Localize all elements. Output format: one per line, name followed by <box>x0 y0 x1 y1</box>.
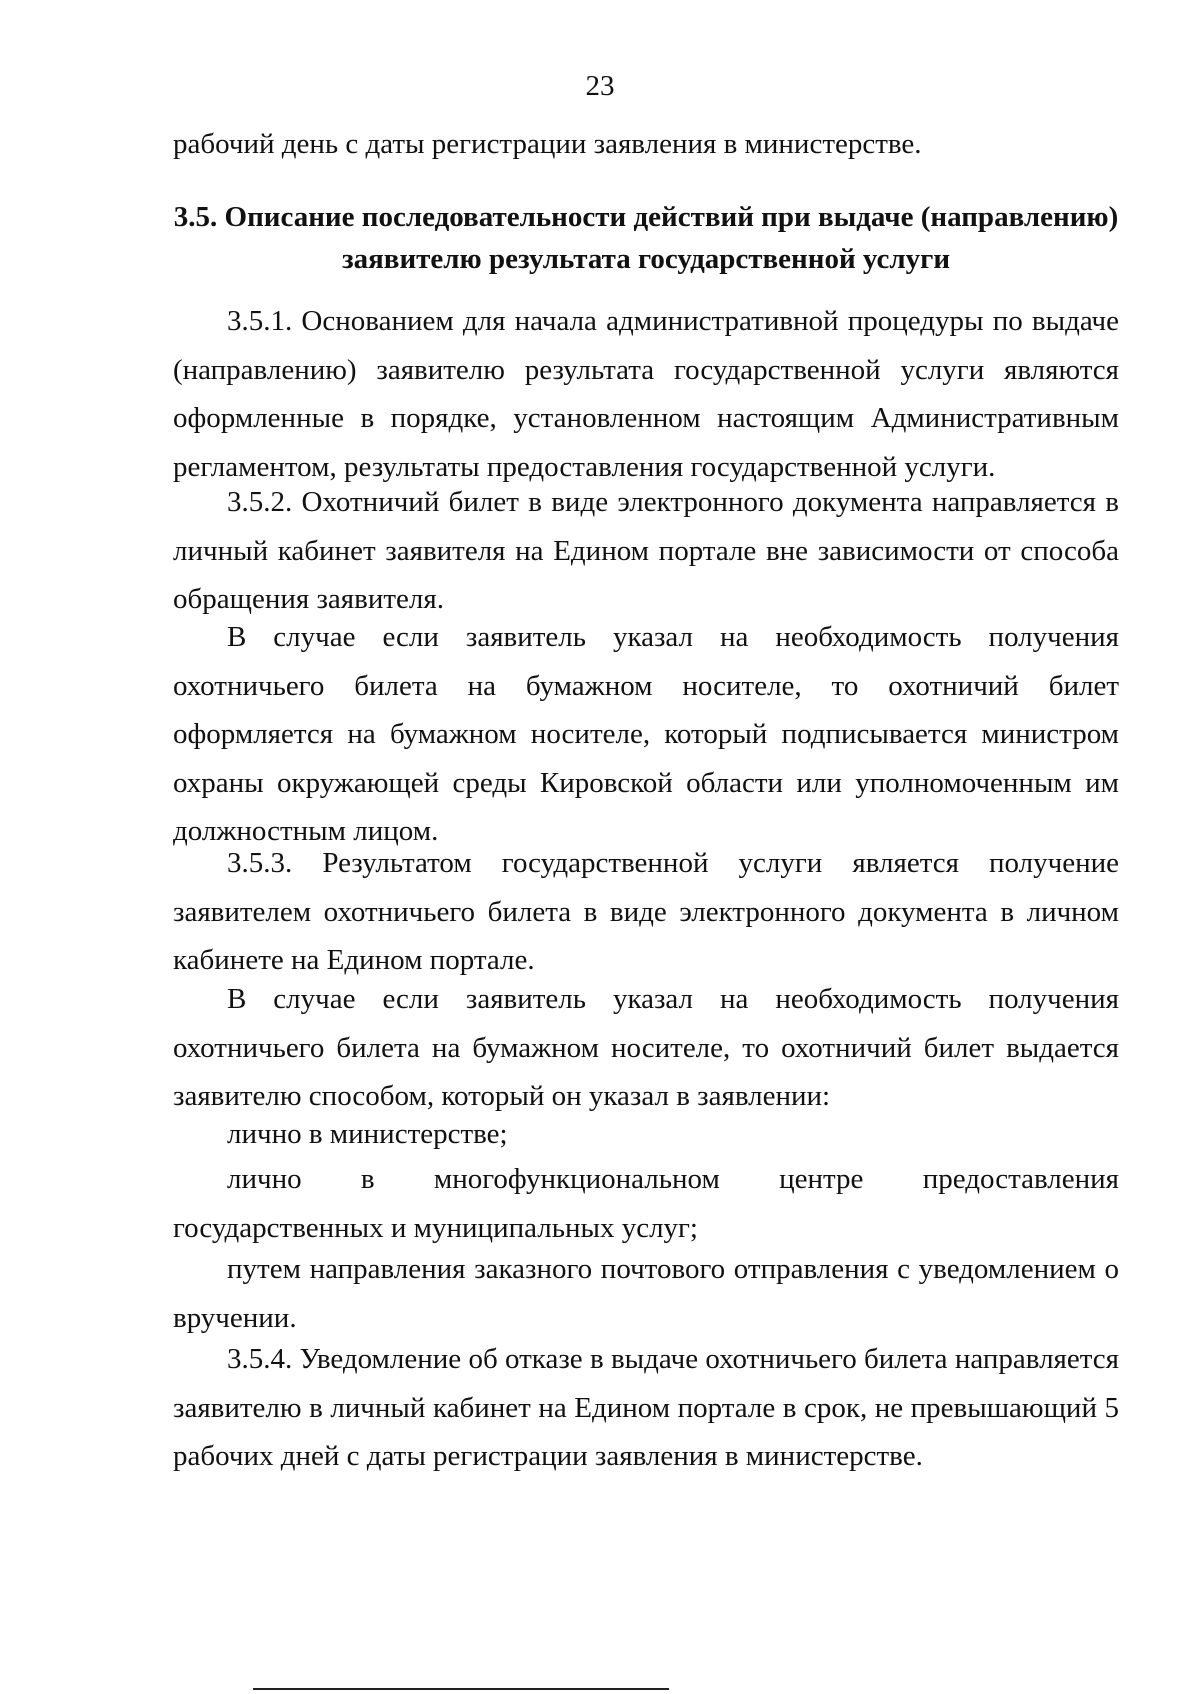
section-heading-line-2: заявителю результата государственной услуги <box>341 243 951 275</box>
paragraph-3-5-3: 3.5.3. Результатом государственной услуги является получение заявителем охотничьего билета в виде электронного документа в личном кабинете на Едином портале. <box>173 847 1119 976</box>
list-item-in-ministry: лично в министерстве; <box>227 1118 508 1150</box>
page-number: 23 <box>585 70 615 102</box>
paragraph-3-5-1: 3.5.1. Основанием для начала административной процедуры по выдаче (направлению) заявителю результата государственной услуги являются оформленные в порядке, установленном настоящим Административным регламентом, результаты предоставления государственной услуги. <box>173 305 1119 483</box>
list-item-registered-mail: путем направления заказного почтового отправления с уведомлением о вручении. <box>173 1253 1119 1334</box>
continuation-text: рабочий день с даты регистрации заявления в министерстве. <box>173 128 922 160</box>
paragraph-3-5-2: 3.5.2. Охотничий билет в виде электронного документа направляется в личный кабинет заявителя на Едином портале вне зависимости от способа обращения заявителя. <box>173 486 1119 615</box>
section-heading-line-1: 3.5. Описание последовательности действий при выдаче (направлению) <box>173 201 1119 233</box>
footer-rule <box>253 1688 669 1690</box>
list-item-mfc: лично в многофункциональном центре предоставления государственных и муниципальных услуг; <box>173 1163 1119 1244</box>
paragraph-3-5-4: 3.5.4. Уведомление об отказе в выдаче охотничьего билета направляется заявителю в личный кабинет на Едином портале в срок, не превышающий 5 рабочих дней с даты регистрации заявления в министерстве. <box>173 1343 1119 1472</box>
paragraph-delivery-methods: В случае если заявитель указал на необходимость получения охотничьего билета на бумажном носителе, то охотничий билет выдается заявителю способом, который он указал в заявлении: <box>173 983 1119 1112</box>
paragraph-paper-ticket: В случае если заявитель указал на необходимость получения охотничьего билета на бумажном носителе, то охотничий билет оформляется на бумажном носителе, который подписывается министром охраны окружающей среды Кировской области или уполномоченным им должностным лицом. <box>173 621 1119 847</box>
